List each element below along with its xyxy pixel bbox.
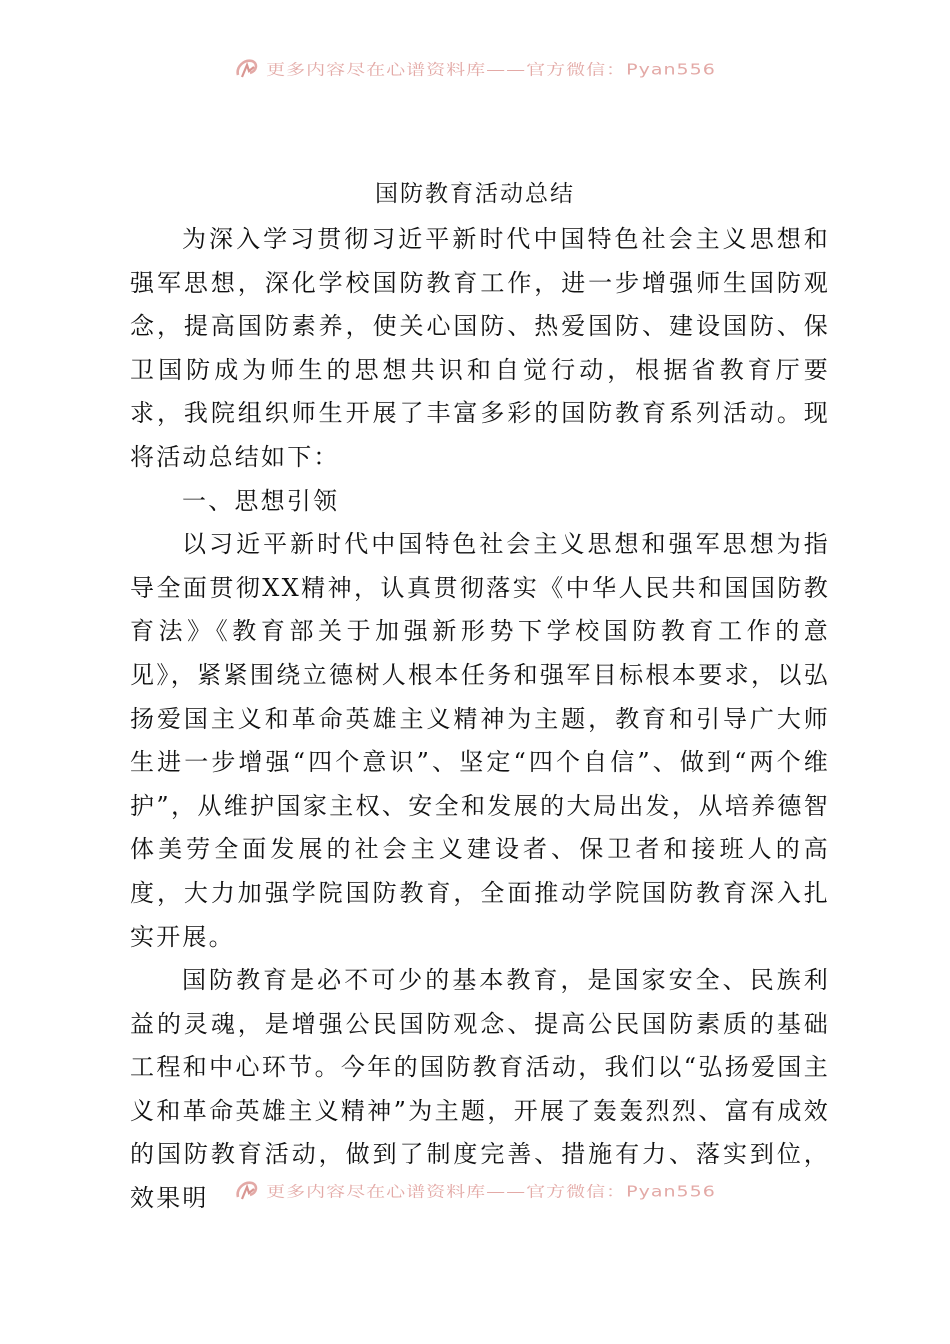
section-heading: 一、思想引领 (182, 486, 340, 515)
paragraph-guidance: 以习近平新时代中国特色社会主义思想和强军思想为指导全面贯彻XX精神，认真贯彻落实《中华人民共和国国防教育法》《教育部关于加强新形势下学校国防教育工作的意见》，紧紧围绕立德树人根本任务和强军目标根本要求，以弘扬爱国主义和革命英雄主义精神为主题，教育和引导广大师生进一步增强“四个意识”、坚定“四个自信”、做到“两个维护”，从维护国家主权、安全和发展的大局出发，从培养德智体美劳全面发展的社会主义建设者、保卫者和接班人的高度，大力加强学院国防教育，全面推动学院国防教育深入扎实开展。 (130, 530, 830, 951)
paragraph-importance: 国防教育是必不可少的基本教育，是国家安全、民族利益的灵魂，是增强公民国防观念、提高公民国防素质的基础工程和中心环节。今年的国防教育活动，我们以“弘扬爱国主义和革命英雄主义精神”为主题，开展了轰轰烈烈、富有成效的国防教育活动，做到了制度完善、措施有力、落实到位，效果明 (130, 966, 830, 1213)
document-body (130, 218, 830, 1221)
watermark-logo-icon (234, 1177, 260, 1203)
watermark-text: 更多内容尽在心谱资料库——官方微信：Pyan556 (266, 1182, 716, 1200)
paragraph-intro: 为深入学习贯彻习近平新时代中国特色社会主义思想和强军思想，深化学校国防教育工作，进一步增强师生国防观念，提高国防素养，使关心国防、热爱国防、建设国防、保卫国防成为师生的思想共识和自觉行动，根据省教育厅要求，我院组织师生开展了丰富多彩的国防教育系列活动。现将活动总结如下： (130, 225, 830, 471)
document-title: 国防教育活动总结 (375, 181, 575, 207)
footer-watermark (0, 1170, 950, 1210)
watermark-logo-icon (234, 55, 260, 81)
header-watermark (0, 48, 950, 88)
watermark-text: 更多内容尽在心谱资料库——官方微信：Pyan556 (266, 60, 716, 78)
